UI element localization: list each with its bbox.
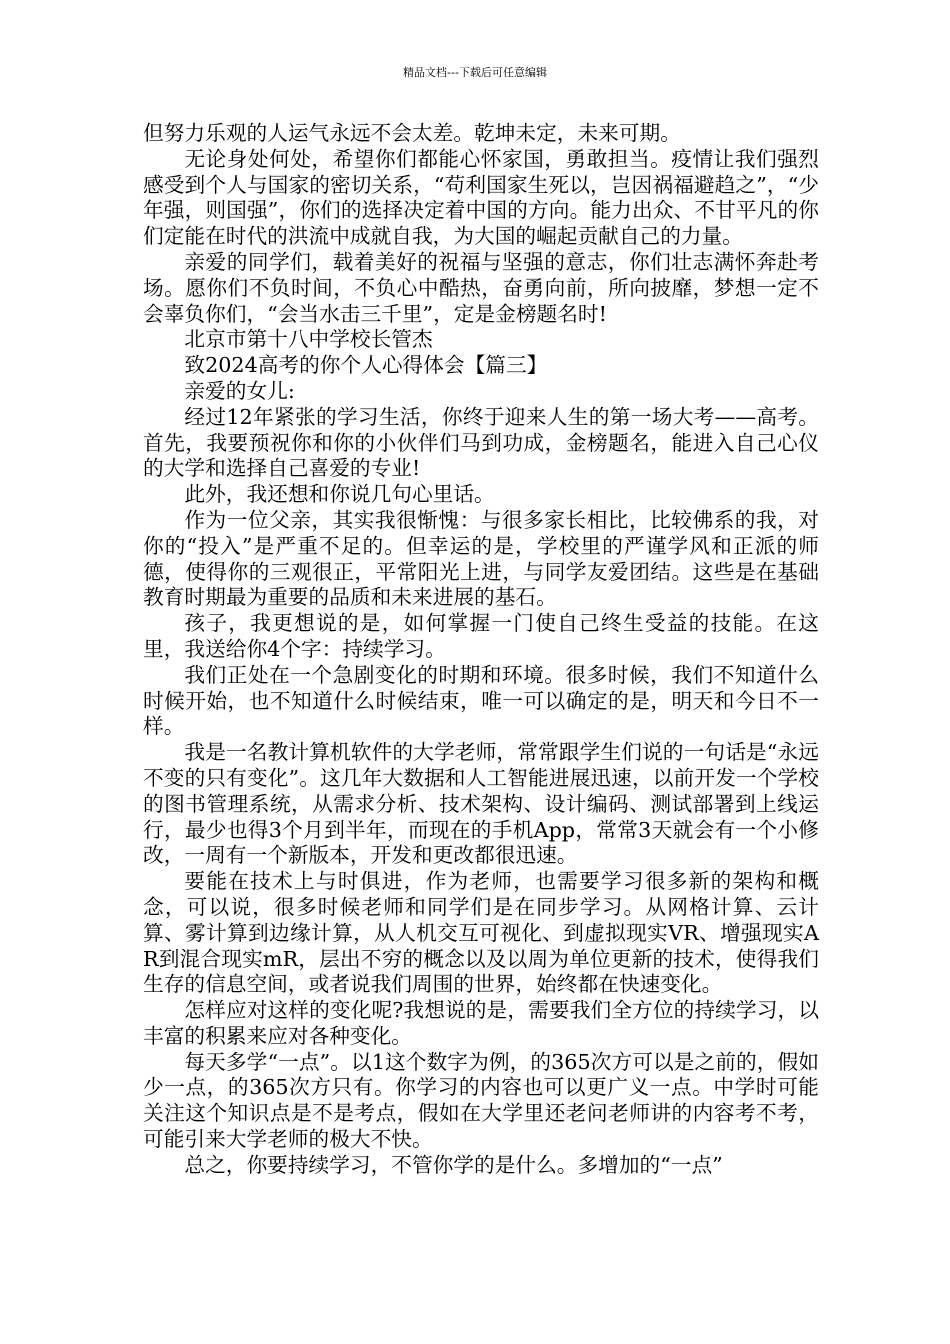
paragraph: 怎样应对这样的变化呢?我想说的是，需要我们全方位的持续学习，以丰富的积累来应对各种变化。 bbox=[143, 998, 819, 1048]
paragraph: 此外，我还想和你说几句心里话。 bbox=[184, 482, 495, 507]
salutation: 亲爱的女儿: bbox=[184, 378, 295, 403]
paragraph: 孩子，我更想说的是，如何掌握一门使自己终生受益的技能。在这里，我送给你4个字：持续学习。 bbox=[143, 611, 819, 661]
paragraph: 亲爱的同学们，载着美好的祝福与坚强的意志，你们壮志满怀奔赴考场。愿你们不负时间，不负心中酷热，奋勇向前，所向披靡，梦想一定不会辜负你们，“会当水击三千里”，定是金榜题名时! bbox=[143, 249, 819, 326]
document-body bbox=[143, 121, 819, 1179]
paragraph: 总之，你要持续学习，不管你学的是什么。多增加的“一点” bbox=[184, 1152, 723, 1177]
page-header: 精品文档---下载后可任意编辑 bbox=[403, 66, 547, 79]
paragraph: 经过12年紧张的学习生活，你终于迎来人生的第一场大考——高考。首先，我要预祝你和你的小伙伴们马到功成，金榜题名，能进入自己心仪的大学和选择自己喜爱的专业! bbox=[143, 404, 819, 481]
paragraph: 作为一位父亲，其实我很惭愧：与很多家长相比，比较佛系的我，对你的“投入”是严重不足的。但幸运的是，学校里的严谨学风和正派的师德，使得你的三观很正，平常阳光上进，与同学友爱团结。这些是在基础教育时期最为重要的品质和未来进展的基石。 bbox=[143, 507, 819, 610]
paragraph: 每天多学“一点”。以1这个数字为例，的365次方可以是之前的，假如少一点，的365次方只有。你学习的内容也可以更广义一点。中学时可能关注这个知识点是不是考点，假如在大学里还老问老师讲的内容考不考，可能引来大学老师的极大不快。 bbox=[143, 1049, 819, 1152]
paragraph: 我们正处在一个急剧变化的时期和环境。很多时候，我们不知道什么时候开始，也不知道什么时候结束，唯一可以确定的是，明天和今日不一样。 bbox=[143, 662, 819, 739]
paragraph: 我是一名教计算机软件的大学老师，常常跟学生们说的一句话是“永远不变的只有变化”。这几年大数据和人工智能进展迅速，以前开发一个学校的图书管理系统，从需求分析、技术架构、设计编码、测试部署到上线运行，最少也得3个月到半年，而现在的手机App，常常3天就会有一个小修改，一周有一个新版本，开发和更改都很迅速。 bbox=[143, 740, 819, 868]
paragraph: 无论身处何处，希望你们都能心怀家国，勇敢担当。疫情让我们强烈感受到个人与国家的密切关系，“苟利国家生死以，岂因祸福避趋之”，“少年强，则国强”，你们的选择决定着中国的方向。能力出众、不甘平凡的你们定能在时代的洪流中成就自我，为大国的崛起贡献自己的力量。 bbox=[143, 146, 819, 249]
section-title: 致2024高考的你个人心得体会【篇三】 bbox=[184, 353, 548, 378]
signature-line: 北京市第十八中学校长管杰 bbox=[184, 327, 433, 352]
paragraph: 但努力乐观的人运气永远不会太差。乾坤未定，未来可期。 bbox=[143, 121, 681, 145]
paragraph: 要能在技术上与时俱进，作为老师，也需要学习很多新的架构和概念，可以说，很多时候老师和同学们是在同步学习。从网格计算、云计算、雾计算到边缘计算，从人机交互可视化、到虚拟现实VR、增强现实AR到混合现实mR，层出不穷的概念以及以周为单位更新的技术，使得我们生存的信息空间，或者说我们周围的世界，始终都在快速变化。 bbox=[143, 869, 819, 997]
